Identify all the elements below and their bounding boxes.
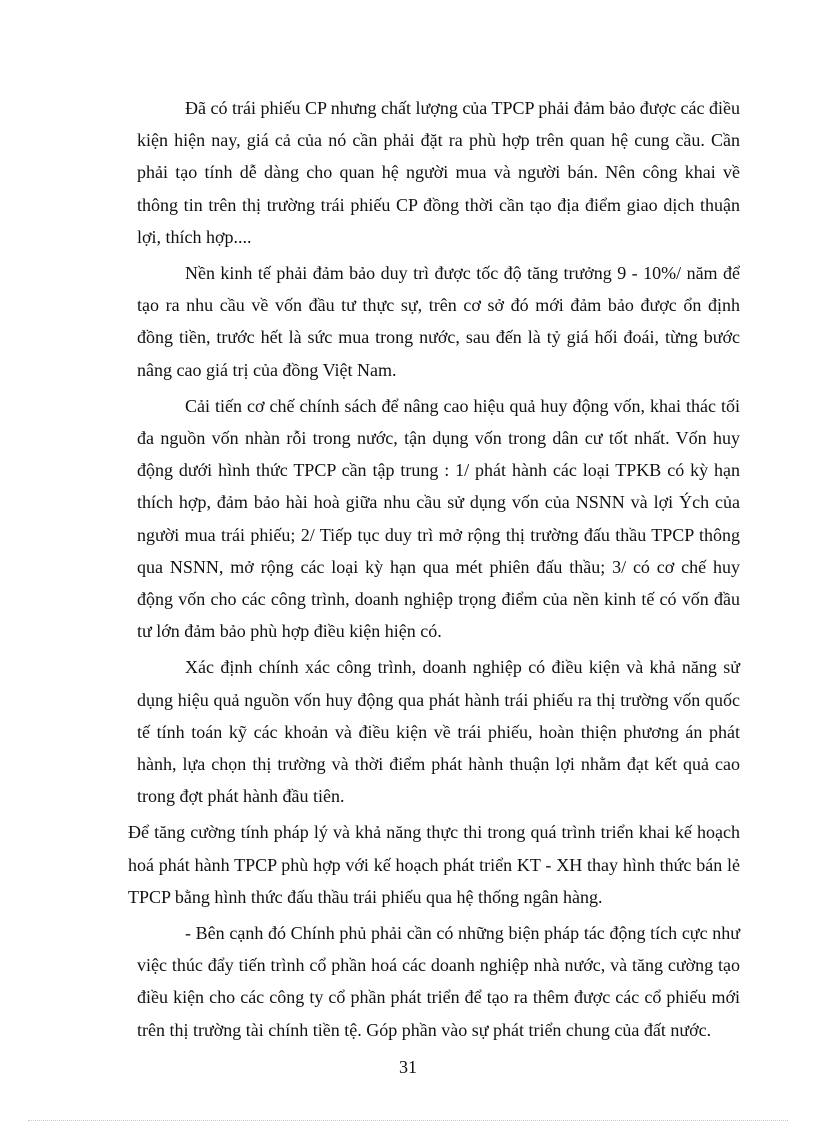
page-number: 31	[399, 1057, 417, 1077]
paragraph-economic-growth: Nền kinh tế phải đảm bảo duy trì được tốc độ tăng trưởng 9 - 10%/ năm để tạo ra nhu cầu về vốn đầu tư thực sự, trên cơ sở đó mới đảm bảo được ổn định đồng tiền, trước hết là sức mua trong nước, sau đến là tỷ giá hối đoái, từng bước nâng cao giá trị của đồng Việt Nam.	[137, 263, 740, 380]
body-text	[128, 92, 741, 1050]
page-bottom-divider	[28, 1120, 788, 1121]
paragraph-bond-quality: Đã có trái phiếu CP nhưng chất lượng của TPCP phải đảm bảo được các điều kiện hiện nay, giá cả của nó cần phải đặt ra phù hợp trên quan hệ cung cầu. Cần phải tạo tính dễ dàng cho quan hệ người mua và người bán. Nên công khai về thông tin trên thị trường trái phiếu CP đồng thời cần tạo địa điểm giao dịch thuận lợi, thích hợp....	[137, 98, 741, 247]
paragraph-policy-reform: Cải tiến cơ chế chính sách để nâng cao hiệu quả huy động vốn, khai thác tối đa nguồn vốn nhàn rỗi trong nước, tận dụng vốn trong dân cư tốt nhất. Vốn huy động dưới hình thức TPCP cần tập trung : 1/ phát hành các loại TPKB có kỳ hạn thích hợp, đảm bảo hài hoà giữa nhu cầu sử dụng vốn của NSNN và lợi Ých của người mua trái phiếu; 2/ Tiếp tục duy trì mở rộng thị trường đấu thầu TPCP thông qua NSNN, mở rộng các loại kỳ hạn qua mét phiên đấu thầu; 3/ có cơ chế huy động vốn cho các công trình, doanh nghiệp trọng điểm của nền kinh tế có vốn đầu tư lớn đảm bảo phù hợp điều kiện hiện có.	[137, 395, 740, 642]
paragraph-equitization: - Bên cạnh đó Chính phủ phải cần có những biện pháp tác động tích cực như việc thúc đẩy tiến trình cổ phần hoá các doanh nghiệp nhà nước, và tăng cường tạo điều kiện cho các công ty cổ phần phát triển để tạo ra thêm được các cổ phiếu mới trên thị trường tài chính tiền tệ. Góp phần vào sự phát triển chung của đất nước.	[137, 923, 740, 1040]
paragraph-international-issuance: Xác định chính xác công trình, doanh nghiệp có điều kiện và khả năng sử dụng hiệu quả nguồn vốn huy động qua phát hành trái phiếu ra thị trường vốn quốc tế tính toán kỹ các khoản và điều kiện về trái phiếu, hoàn thiện phương án phát hành, lựa chọn thị trường và thời điểm phát hành thuận lợi nhằm đạt kết quả cao trong đợt phát hành đầu tiên.	[137, 657, 740, 807]
paragraph-legal-framework: Để tăng cường tính pháp lý và khả năng thực thi trong quá trình triển khai kế hoạch hoá phát hành TPCP phù hợp với kế hoạch phát triển KT - XH thay hình thức bán lẻ TPCP bằng hình thức đấu thầu trái phiếu qua hệ thống ngân hàng.	[128, 822, 740, 907]
